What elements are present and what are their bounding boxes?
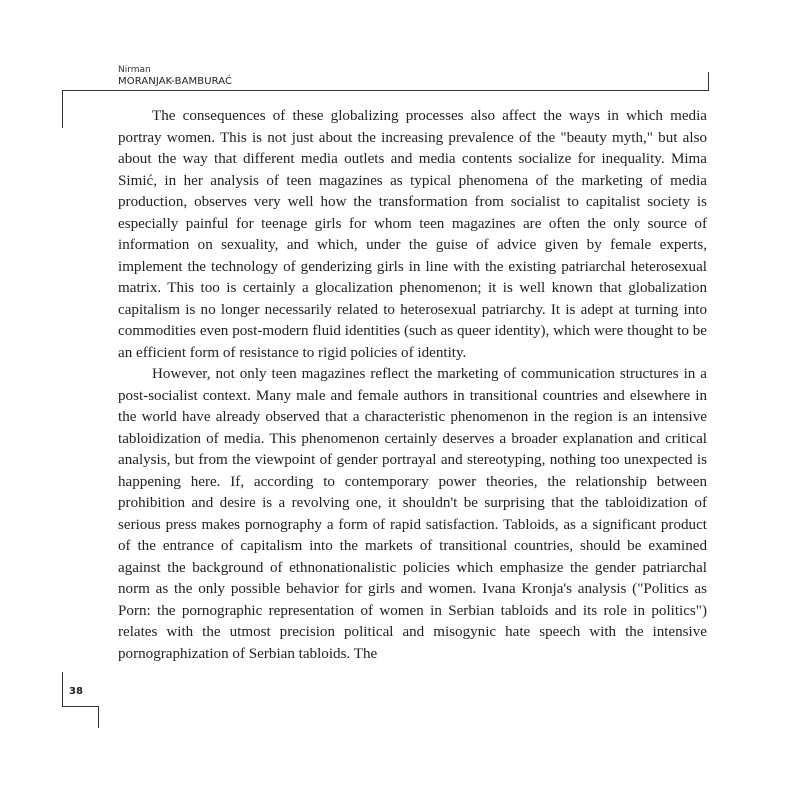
page-number: 38 [69, 686, 83, 697]
paragraph-1: The consequences of these globalizing processes also affect the ways in which media portray women. This is not just about the increasing prevalence of the "beauty myth," but also about the way that different media outlets and media contents socialize for inequality. Mima Simić, in her analysis of teen magazines as typical phenomena of the marketing of media production, observes very well how the transformation from socialist to capitalist society is especially painful for teenage girls for whom teen magazines are often the only source of information on sexuality, and which, under the guise of advice given by female experts, implement the technology of genderizing girls in line with the existing patriarchal heterosexual matrix. This too is certainly a glocalization phenomenon; it is well known that globalization capitalism is no longer necessarily related to heterosexual patriarchy. It is adept at turning into commodities even post-modern fluid identities (such as queer identity), which were thought to be an efficient form of resistance to rigid policies of identity. [118, 108, 707, 361]
header-rule-right-tick [708, 72, 709, 91]
paragraph-2: However, not only teen magazines reflect the marketing of communication structures in a post-socialist context. Many male and female authors in transitional countries and elsewhere in the world have already observed that a characteristic phenomenon in the region is an intensive tabloidization of media. This phenomenon certainly deserves a broader explanation and critical analysis, but from the viewpoint of gender portrayal and stereotyping, nothing too unexpected is happening here. If, according to contemporary power theories, the relationship between prohibition and desire is a revolving one, it shouldn't be surprising that the tabloidization of serious press makes pornography a form of rapid satisfaction. Tabloids, as a significant product of the entrance of capitalism into the markets of transitional countries, should be examined against the background of ethnonationalistic policies which emphasize the gender patriarchal norm as the only possible behavior for girls and women. Ivana Kronja's analysis ("Politics as Porn: the pornographic representation of women in Serbian tabloids and its role in politics") relates with the utmost precision political and misogynic hate speech with the intensive pornographization of Serbian tabloids. The [118, 366, 707, 662]
author-first-name: Nirman [118, 65, 151, 75]
author-last-name: MORANJAK-BAMBURAĆ [118, 76, 233, 87]
footer-rule [62, 706, 99, 707]
footer-rule-left-tick [62, 672, 63, 707]
article-body [118, 106, 707, 665]
footer-rule-right-tick [98, 706, 99, 728]
header-rule-left-tick [62, 90, 63, 128]
header-rule [62, 90, 709, 91]
running-header-author [118, 66, 232, 87]
